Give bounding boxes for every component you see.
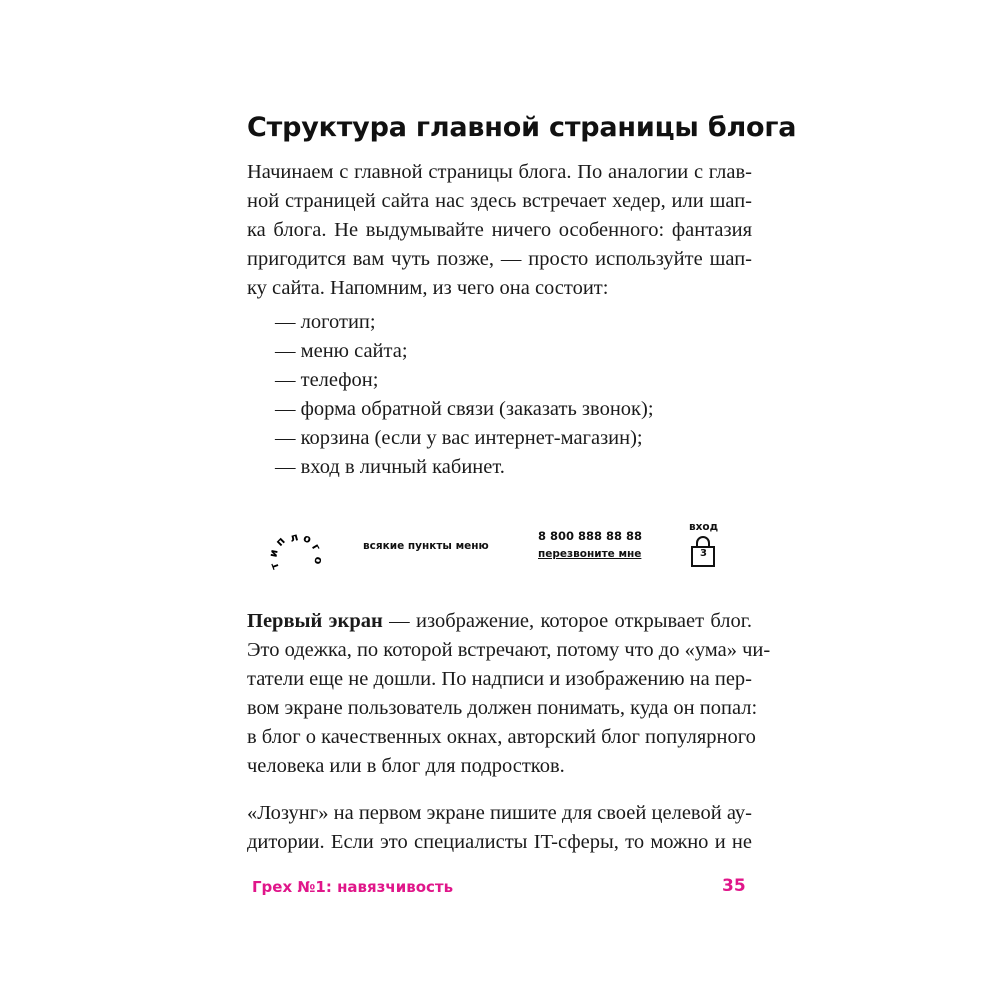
phone-number: 8 800 888 88 88 bbox=[538, 529, 643, 543]
logo-letter: г bbox=[308, 541, 324, 553]
login-label: вход bbox=[689, 521, 719, 533]
list-item: — корзина (если у вас интернет-магазин); bbox=[275, 427, 643, 449]
para2-line: татели еще не дошли. По надписи и изображению на пер- bbox=[247, 668, 752, 690]
logo-letter: п bbox=[273, 534, 288, 549]
para2-line bbox=[247, 607, 752, 635]
logo-letter: и bbox=[266, 548, 281, 559]
para3-line: дитории. Если это специалисты IT-сферы, то можно и не bbox=[247, 831, 752, 853]
list-item: — телефон; bbox=[275, 369, 379, 391]
page-number: 35 bbox=[722, 876, 746, 896]
menu-items-text: всякие пункты меню bbox=[363, 540, 489, 552]
para2-line: в блог о качественных окнах, авторский блог популярного bbox=[247, 726, 756, 748]
logo-letter: о bbox=[301, 531, 313, 547]
logo-letter: л bbox=[288, 530, 300, 545]
list-item: — вход в личный кабинет. bbox=[275, 456, 505, 478]
para2-line: вом экране пользователь должен понимать, куда он попал: bbox=[247, 697, 758, 719]
running-title: Грех №1: навязчивость bbox=[252, 878, 454, 896]
section-heading: Структура главной страницы блога bbox=[247, 112, 797, 143]
term-first-screen: Первый экран bbox=[247, 610, 383, 632]
para2-line: Это одежка, по которой встречают, потому что до «ума» чи- bbox=[247, 639, 771, 661]
para3-line: «Лозунг» на первом экране пишите для своей целевой ау- bbox=[247, 802, 752, 824]
para2-first-rest: — изображение, которое открывает блог. bbox=[382, 610, 753, 632]
para1-line: пригодится вам чуть позже, — просто используйте шап- bbox=[247, 248, 752, 270]
logo-letter: т bbox=[267, 560, 282, 572]
logo-circle-text bbox=[262, 518, 336, 592]
list-item: — меню сайта; bbox=[275, 340, 408, 362]
para1-line: ка блога. Не выдумывайте ничего особенного: фантазия bbox=[247, 219, 752, 241]
para1-line: Начинаем с главной страницы блога. По аналогии с глав- bbox=[247, 161, 752, 183]
callback-link: перезвоните мне bbox=[538, 548, 642, 560]
cart-count: 3 bbox=[700, 548, 707, 559]
logo-letter: о bbox=[311, 555, 326, 566]
list-item: — форма обратной связи (заказать звонок); bbox=[275, 398, 654, 420]
para2-line: человека или в блог для подростков. bbox=[247, 755, 565, 777]
para1-line: ной страницей сайта нас здесь встречает хедер, или шап- bbox=[247, 190, 752, 212]
para1-line: ку сайта. Напомним, из чего она состоит: bbox=[247, 277, 609, 299]
list-item: — логотип; bbox=[275, 311, 376, 333]
